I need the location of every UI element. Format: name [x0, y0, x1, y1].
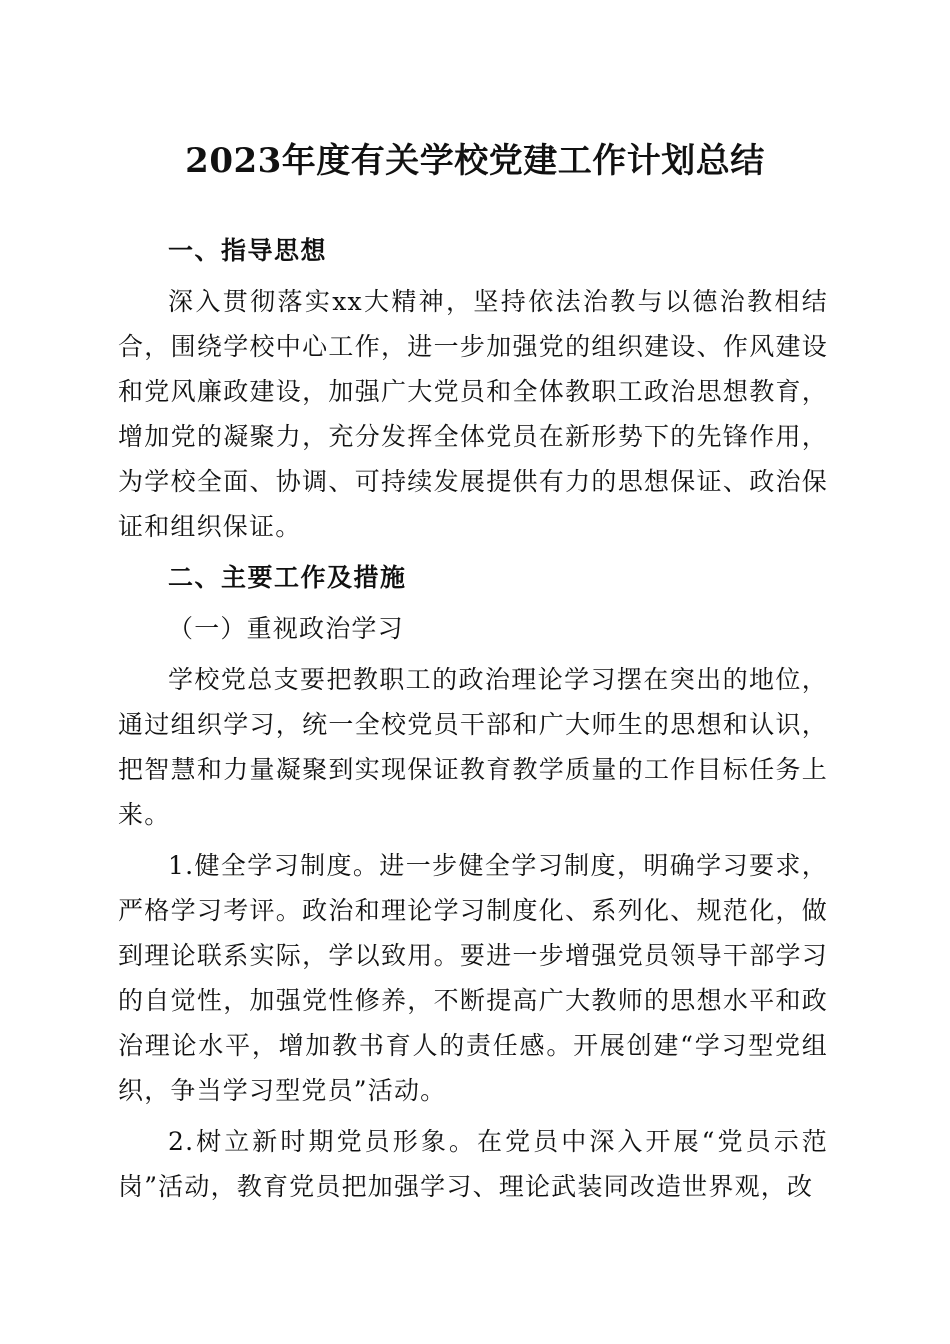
section-heading-main-work: 二、主要工作及措施: [168, 563, 407, 592]
document-title: 2023年度有关学校党建工作计划总结: [185, 141, 765, 181]
subsection-heading-political-study: （一）重视政治学习: [168, 614, 404, 643]
paragraph-item-2: 2.树立新时期党员形象。在党员中深入开展“党员示范岗”活动，教育党员把加强学习、理论武装同改造世界观，改: [118, 1127, 828, 1201]
document-body: [118, 228, 828, 1215]
paragraph-political-study: 学校党总支要把教职工的政治理论学习摆在突出的地位，通过组织学习，统一全校党员干部和广大师生的思想和认识，把智慧和力量凝聚到实现保证教育教学质量的工作目标任务上来。: [118, 665, 828, 829]
paragraph-guiding: 深入贯彻落实xx大精神，坚持依法治教与以德治教相结合，围绕学校中心工作，进一步加强党的组织建设、作风建设和党风廉政建设，加强广大党员和全体教职工政治思想教育，增加党的凝聚力，充分发挥全体党员在新形势下的先锋作用，为学校全面、协调、可持续发展提供有力的思想保证、政治保证和组织保证。: [118, 287, 828, 541]
paragraph-item-1: 1.健全学习制度。进一步健全学习制度，明确学习要求，严格学习考评。政治和理论学习制度化、系列化、规范化，做到理论联系实际，学以致用。要进一步增强党员领导干部学习的自觉性，加强党性修养，不断提高广大教师的思想水平和政治理论水平，增加教书育人的责任感。开展创建“学习型党组织，争当学习型党员”活动。: [118, 851, 828, 1105]
section-heading-guiding: 一、指导思想: [168, 236, 328, 265]
